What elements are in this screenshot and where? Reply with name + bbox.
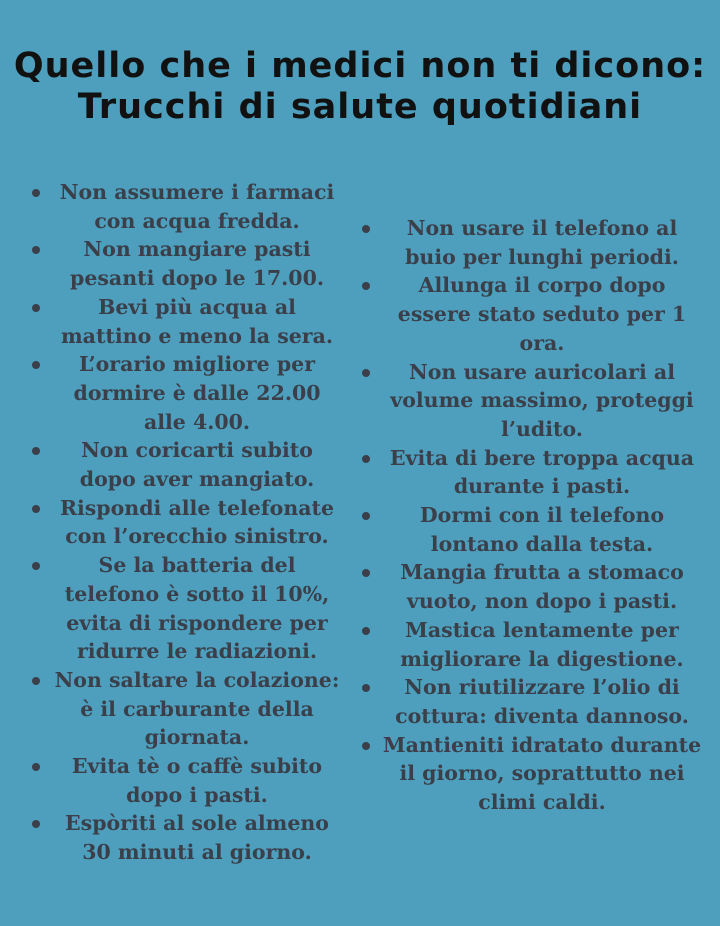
tip-text: Non mangiare pasti pesanti dopo le 17.00. xyxy=(70,237,324,291)
bullet-icon xyxy=(32,562,40,570)
tips-list-left xyxy=(26,178,342,867)
list-item xyxy=(356,731,702,817)
bullet-icon xyxy=(32,447,40,455)
list-item xyxy=(26,293,342,350)
list-item xyxy=(356,444,702,501)
tip-text: Mantieniti idratato durante il giorno, soprattutto nei climi caldi. xyxy=(382,732,702,815)
page-title: Quello che i medici non ti dicono: Trucchi di salute quotidiani xyxy=(13,46,707,127)
tip-text: Mastica lentamente per migliorare la digestione. xyxy=(400,617,684,671)
bullet-icon xyxy=(362,569,370,577)
tip-text: Allunga il corpo dopo essere stato seduto per 1 ora. xyxy=(397,273,687,355)
bullet-icon xyxy=(362,225,370,233)
tips-list-right xyxy=(356,214,702,817)
tip-text: Non usare auricolari al volume massimo, proteggi l’udito. xyxy=(390,359,694,441)
bullet-icon xyxy=(32,677,40,685)
bullet-icon xyxy=(32,246,40,254)
list-item xyxy=(26,551,342,666)
bullet-icon xyxy=(362,369,370,377)
tip-text: Rispondi alle telefonate con l’orecchio sinistro. xyxy=(59,495,335,549)
tip-text: Se la batteria del telefono è sotto il 10%, evita di rispondere per ridurre le radiazioni. xyxy=(64,553,330,664)
tip-text: Evita di bere troppa acqua durante i pasti. xyxy=(389,445,695,499)
list-item xyxy=(356,214,702,271)
tip-text: Non assumere i farmaci con acqua fredda. xyxy=(59,180,335,233)
bullet-icon xyxy=(362,742,370,750)
bullet-icon xyxy=(362,512,370,520)
tip-text: Non usare il telefono al buio per lunghi periodi. xyxy=(405,216,679,269)
list-item xyxy=(356,673,702,730)
tip-text: Bevi più acqua al mattino e meno la sera. xyxy=(60,294,334,348)
bullet-icon xyxy=(362,282,370,290)
tip-text: Mangia frutta a stomaco vuoto, non dopo i pasti. xyxy=(400,560,684,614)
list-item xyxy=(26,494,342,551)
list-item xyxy=(26,752,342,809)
bullet-icon xyxy=(362,455,370,463)
list-item xyxy=(356,558,702,615)
tip-text: Evita tè o caffè subito dopo i pasti. xyxy=(71,754,323,807)
bullet-icon xyxy=(32,361,40,369)
bullet-icon xyxy=(32,763,40,771)
list-item xyxy=(26,809,342,866)
tip-text: L’orario migliore per dormire è dalle 22.00 alle 4.00. xyxy=(73,352,321,434)
tip-text: Non saltare la colazione: è il carburante della giornata. xyxy=(54,667,340,750)
bullet-icon xyxy=(362,627,370,635)
bullet-icon xyxy=(32,304,40,312)
bullet-icon xyxy=(32,820,40,828)
list-item xyxy=(26,350,342,436)
bullet-icon xyxy=(32,505,40,513)
list-item xyxy=(26,436,342,493)
tip-text: Non riutilizzare l’olio di cottura: diventa dannoso. xyxy=(395,675,689,728)
list-item xyxy=(356,358,702,444)
list-item xyxy=(356,501,702,558)
tip-text: Non coricarti subito dopo aver mangiato. xyxy=(79,438,315,492)
list-item xyxy=(356,616,702,673)
tip-text: Espòriti al sole almeno 30 minuti al giorno. xyxy=(65,811,329,865)
tip-text: Dormi con il telefono lontano dalla testa. xyxy=(419,503,665,556)
list-item xyxy=(26,666,342,752)
bullet-icon xyxy=(362,684,370,692)
bullet-icon xyxy=(32,189,40,197)
list-item xyxy=(356,271,702,357)
list-item xyxy=(26,235,342,292)
list-item xyxy=(26,178,342,235)
